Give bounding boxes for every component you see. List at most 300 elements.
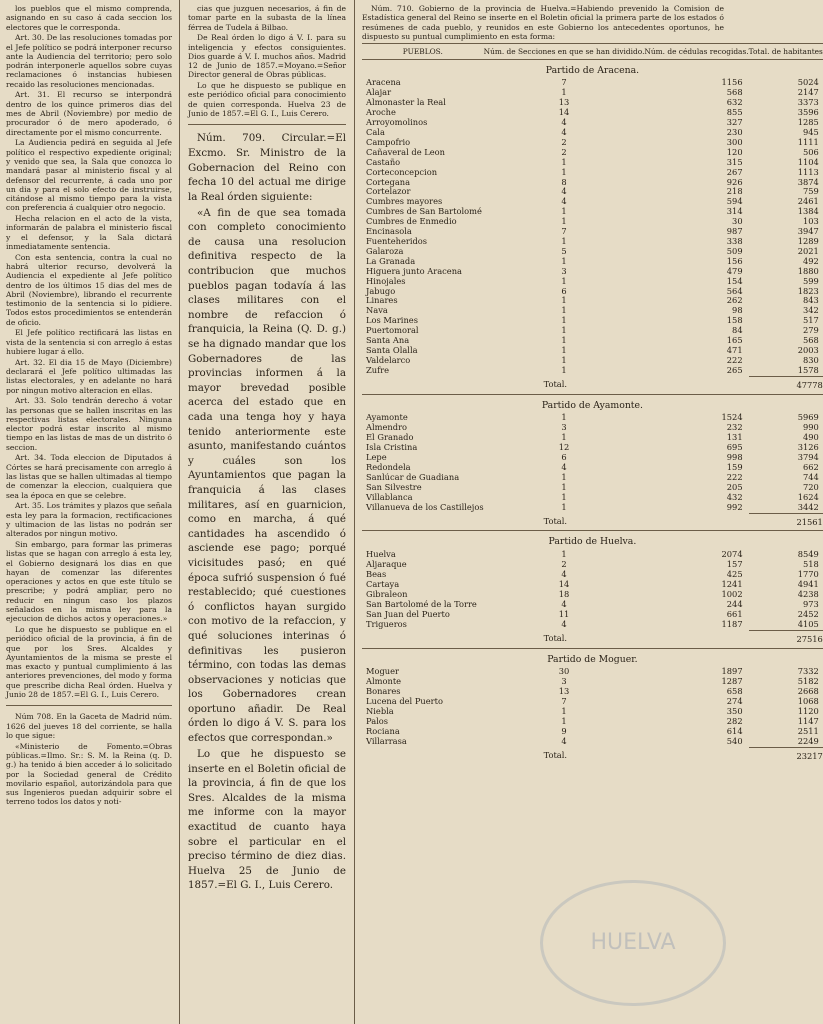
secciones-value: 1 xyxy=(561,305,567,316)
secciones-value: 3 xyxy=(561,422,567,433)
cedulas-value: 509 xyxy=(726,245,743,256)
table-row xyxy=(362,287,823,297)
cedulas-value: 131 xyxy=(726,432,743,443)
pueblo-name: Puertomoral xyxy=(366,325,419,336)
secciones-value: 1 xyxy=(561,87,567,98)
cedulas-value: 1002 xyxy=(721,588,743,599)
table-row xyxy=(362,168,823,178)
table-row xyxy=(362,727,823,737)
secciones-value: 4 xyxy=(561,117,567,128)
paragraph: Art. 30. De las resoluciones tomadas por el Jefe político se podrá interponer recurso ante la Audiencia del territorio; pero solo podrán interponerle aquellos sobre cuyas reclamaciones ó instancias hubiesen recaido las resoluciones mencionadas. xyxy=(6,33,172,89)
habitantes-value: 2249 xyxy=(797,735,819,746)
pueblo-name: Santa Ana xyxy=(366,335,410,346)
paragraph: Núm 708. En la Gaceta de Madrid núm. 1626 del jueves 18 del corriente, se halla lo que sigue: xyxy=(6,712,172,740)
habitantes-value: 990 xyxy=(803,422,819,433)
pueblo-name: Sanlúcar de Guadiana xyxy=(366,471,460,482)
secciones-value: 14 xyxy=(558,107,570,118)
pueblo-name: Encinasola xyxy=(366,226,412,237)
pueblo-name: Almonte xyxy=(366,676,402,687)
pueblo-name: Huelva xyxy=(366,549,396,560)
pueblo-name: Valdelarco xyxy=(366,354,411,365)
column-divider xyxy=(354,0,355,1024)
secciones-value: 1 xyxy=(561,706,567,717)
pueblo-name: San Bartolomé de la Torre xyxy=(366,598,477,609)
secciones-value: 1 xyxy=(561,365,567,376)
table-row xyxy=(362,677,823,687)
cedulas-value: 2074 xyxy=(721,549,743,560)
habitantes-value: 2511 xyxy=(797,725,819,736)
paragraph: Lo que he dispuesto se publique en este periódico oficial para conocimiento de quien corresponda. Huelva 23 de Junio de 1857.=El G. I., Luis Cerero. xyxy=(188,81,346,119)
cedulas-value: 614 xyxy=(726,725,743,736)
pueblo-name: Villarrasa xyxy=(366,736,407,747)
secciones-value: 1 xyxy=(561,235,567,246)
table-row xyxy=(362,610,823,620)
cedulas-value: 159 xyxy=(726,462,743,473)
cedulas-value: 222 xyxy=(726,354,743,365)
total-value: 21561 xyxy=(749,513,823,531)
secciones-value: 1 xyxy=(561,156,567,167)
pueblo-name: Linares xyxy=(366,295,398,306)
secciones-value: 3 xyxy=(561,265,567,276)
cedulas-value: 998 xyxy=(726,452,743,463)
table-row xyxy=(362,306,823,316)
habitantes-value: 5024 xyxy=(797,77,819,88)
pueblo-name: Gibraleon xyxy=(366,588,408,599)
habitantes-value: 1113 xyxy=(797,166,819,177)
pueblo-name: Cañaveral de Leon xyxy=(366,146,446,157)
total-label: Total. xyxy=(543,379,568,390)
table-row xyxy=(362,473,823,483)
cedulas-value: 1524 xyxy=(721,412,743,423)
pueblo-name: Almonaster la Real xyxy=(366,97,446,108)
paragraph: Lo que he dispuesto se inserte en el Boletin oficial de la provincia, á fin de que los Sres. Alcaldes de la misma me informe con la mayor exactitud de cuanto haya sobre el particular en el preciso término de diez dias. Huelva 25 de Junio de 1857.=El G. I., Luis Cerero. xyxy=(188,748,346,892)
secciones-value: 12 xyxy=(558,442,570,453)
pueblo-name: Palos xyxy=(366,715,389,726)
paragraph: La Audiencia pedirá en seguida al Jefe político el respectivo expediente original; y venido que sea, la Sala que conozca lo mandará pasar al ministerio fiscal y al defensor del recurrente, á cada uno por un dia y para el solo efecto de instruirse, citándose al mismo tiempo para la vista con preferencia á cualquier otro negocio. xyxy=(6,138,172,213)
pueblo-name: Ayamonte xyxy=(366,412,408,423)
table-row xyxy=(362,667,823,677)
secciones-value: 1 xyxy=(561,412,567,423)
pueblo-name: Fuenteheridos xyxy=(366,235,428,246)
partido-heading xyxy=(362,648,823,667)
population-table xyxy=(362,43,823,765)
cedulas-value: 262 xyxy=(726,295,743,306)
pueblo-name: Isla Cristina xyxy=(366,442,418,453)
pueblo-name: Cortegana xyxy=(366,176,411,187)
pueblo-name: Santa Olalla xyxy=(366,344,418,355)
habitantes-value: 568 xyxy=(803,335,819,346)
cedulas-value: 338 xyxy=(726,235,743,246)
pueblo-name: Hinojales xyxy=(366,275,406,286)
secciones-value: 11 xyxy=(558,608,570,619)
habitantes-value: 279 xyxy=(803,325,819,336)
paragraph: cias que juzguen necesarios, á fin de tomar parte en la subasta de la línea férrea de Tudela á Bilbao. xyxy=(188,4,346,32)
habitantes-value: 3874 xyxy=(797,176,819,187)
habitantes-value: 1770 xyxy=(797,569,819,580)
secciones-value: 1 xyxy=(561,549,567,560)
pueblo-name: Aracena xyxy=(366,77,401,88)
cedulas-value: 1156 xyxy=(721,77,743,88)
cedulas-value: 165 xyxy=(726,335,743,346)
pueblo-name: Galaroza xyxy=(366,245,404,256)
secciones-value: 1 xyxy=(561,432,567,443)
pueblo-name: Nava xyxy=(366,305,388,316)
secciones-value: 4 xyxy=(561,462,567,473)
table-row xyxy=(362,443,823,453)
partido-name: Partido de Aracena. xyxy=(362,59,823,78)
cedulas-value: 1287 xyxy=(721,676,743,687)
paragraph: Hecha relacion en el acto de la vista, informarán de palabra el ministerio fiscal y el defensor, y la Sala dictará inmediatamente sentencia. xyxy=(6,214,172,251)
habitantes-value: 662 xyxy=(803,462,819,473)
total-label: Total. xyxy=(543,750,568,761)
habitantes-value: 8549 xyxy=(797,549,819,560)
secciones-value: 4 xyxy=(561,127,567,138)
table-row xyxy=(362,326,823,336)
section-divider xyxy=(6,705,172,706)
table-row xyxy=(362,413,823,423)
header-pueblos: PUEBLOS. xyxy=(362,43,484,59)
cedulas-value: 540 xyxy=(726,736,743,747)
habitantes-value: 843 xyxy=(803,295,819,306)
cedulas-value: 658 xyxy=(726,686,743,697)
cedulas-value: 156 xyxy=(726,255,743,266)
pueblo-name: Villablanca xyxy=(366,491,413,502)
cedulas-value: 218 xyxy=(726,186,743,197)
secciones-value: 1 xyxy=(561,206,567,217)
table-row xyxy=(362,366,823,376)
secciones-value: 6 xyxy=(561,452,567,463)
secciones-value: 6 xyxy=(561,285,567,296)
habitantes-value: 1578 xyxy=(797,364,819,375)
table-row xyxy=(362,227,823,237)
partido-heading xyxy=(362,59,823,78)
right-column xyxy=(362,4,823,765)
cedulas-value: 244 xyxy=(726,598,743,609)
table-row xyxy=(362,550,823,560)
secciones-value: 7 xyxy=(561,696,567,707)
pueblo-name: Lepe xyxy=(366,452,387,463)
pueblo-name: Niebla xyxy=(366,706,394,717)
habitantes-value: 2668 xyxy=(797,686,819,697)
partido-heading xyxy=(362,531,823,550)
middle-column xyxy=(188,4,346,894)
pueblo-name: San Silvestre xyxy=(366,481,422,492)
cedulas-value: 1187 xyxy=(721,618,743,629)
total-label: Total. xyxy=(543,516,568,527)
paragraph: De Real órden lo digo á V. I. para su inteligencia y efectos consiguientes. Dios guarde á V. I. muchos años. Madrid 12 de Junio de 1857.=Moyano.=Señor Director general de Obras públicas. xyxy=(188,33,346,80)
cedulas-value: 594 xyxy=(726,196,743,207)
habitantes-value: 1104 xyxy=(797,156,819,167)
secciones-value: 18 xyxy=(558,588,570,599)
secciones-value: 4 xyxy=(561,598,567,609)
pueblo-name: Cortelazor xyxy=(366,186,411,197)
paragraph: El Jefe político rectificará las listas en vista de la sentencia si con arreglo á estas hubiere lugar á ello. xyxy=(6,328,172,357)
pueblo-name: Castaño xyxy=(366,156,401,167)
pueblo-name: Cartaya xyxy=(366,579,400,590)
cedulas-value: 222 xyxy=(726,471,743,482)
cedulas-value: 425 xyxy=(726,569,743,580)
table-row xyxy=(362,570,823,580)
pueblo-name: Cumbres de San Bartolomé xyxy=(366,206,482,217)
cedulas-value: 695 xyxy=(726,442,743,453)
habitantes-value: 518 xyxy=(803,559,819,570)
cedulas-value: 158 xyxy=(726,315,743,326)
cedulas-value: 282 xyxy=(726,715,743,726)
pueblo-name: Moguer xyxy=(366,666,400,677)
habitantes-value: 3794 xyxy=(797,452,819,463)
table-row xyxy=(362,356,823,366)
secciones-value: 4 xyxy=(561,736,567,747)
habitantes-value: 7332 xyxy=(797,666,819,677)
paragraph: Sin embargo, para formar las primeras listas que se hagan con arreglo á esta ley, el Gobierno designará los dias en que hayan de comenzar las diferentes operaciones y actos en que este título se prescribe; y podrá ampliar, pero no reducir en ningun caso los plazos señalados en la misma ley para la ejecucion de dichos actos y operaciones.» xyxy=(6,539,172,624)
table-row xyxy=(362,483,823,493)
cedulas-value: 926 xyxy=(726,176,743,187)
cedulas-value: 855 xyxy=(726,107,743,118)
cedulas-value: 230 xyxy=(726,127,743,138)
table-row xyxy=(362,277,823,287)
partido-name: Partido de Huelva. xyxy=(362,531,823,550)
pueblo-name: Aroche xyxy=(366,107,396,118)
table-row xyxy=(362,503,823,513)
habitantes-value: 3947 xyxy=(797,226,819,237)
pueblo-name: Zufre xyxy=(366,365,390,376)
total-value: 27516 xyxy=(749,630,823,648)
secciones-value: 2 xyxy=(561,136,567,147)
paragraph: Art. 33. Solo tendrán derecho á votar las personas que se hallen inscritas en las respectivas listas electorales. Ninguna elector podrá estar inscrito al mismo tiempo en las listas de mas de un distrito ó seccion. xyxy=(6,396,172,452)
secciones-value: 2 xyxy=(561,559,567,570)
table-row xyxy=(362,128,823,138)
habitantes-value: 492 xyxy=(803,255,819,266)
pueblo-name: Arroyomolinos xyxy=(366,117,428,128)
secciones-value: 3 xyxy=(561,676,567,687)
habitantes-value: 1624 xyxy=(797,491,819,502)
header-habitantes: Total. de habitantes xyxy=(749,43,823,59)
secciones-value: 1 xyxy=(561,255,567,266)
habitantes-value: 830 xyxy=(803,354,819,365)
table-row xyxy=(362,737,823,747)
habitantes-value: 1384 xyxy=(797,206,819,217)
cedulas-value: 432 xyxy=(726,491,743,502)
header-secciones: Núm. de Secciones en que se han dividido. xyxy=(484,43,645,59)
habitantes-value: 599 xyxy=(803,275,819,286)
total-value: 23217 xyxy=(749,747,823,764)
habitantes-value: 4941 xyxy=(797,579,819,590)
total-value: 47778 xyxy=(749,376,823,394)
secciones-value: 1 xyxy=(561,335,567,346)
habitantes-value: 3126 xyxy=(797,442,819,453)
table-row xyxy=(362,98,823,108)
cedulas-value: 314 xyxy=(726,206,743,217)
habitantes-value: 506 xyxy=(803,146,819,157)
table-row xyxy=(362,267,823,277)
total-row xyxy=(362,513,823,531)
cedulas-value: 1241 xyxy=(721,579,743,590)
habitantes-value: 1285 xyxy=(797,117,819,128)
secciones-value: 14 xyxy=(558,579,570,590)
habitantes-value: 3596 xyxy=(797,107,819,118)
secciones-value: 1 xyxy=(561,354,567,365)
habitantes-value: 4238 xyxy=(797,588,819,599)
column-divider xyxy=(179,0,180,1024)
paragraph: los pueblos que el mismo comprenda, asignando en su caso á cada seccion los electores que le corresponda. xyxy=(6,4,172,32)
secciones-value: 4 xyxy=(561,186,567,197)
secciones-value: 1 xyxy=(561,481,567,492)
habitantes-value: 2021 xyxy=(797,245,819,256)
table-row xyxy=(362,560,823,570)
partido-heading xyxy=(362,394,823,413)
pueblo-name: Cumbres mayores xyxy=(366,196,443,207)
pueblo-name: Bonares xyxy=(366,686,401,697)
table-row xyxy=(362,433,823,443)
cedulas-value: 632 xyxy=(726,97,743,108)
header-cedulas: Núm. de cédulas recogidas. xyxy=(644,43,748,59)
habitantes-value: 4105 xyxy=(797,618,819,629)
habitantes-value: 2147 xyxy=(797,87,819,98)
pueblo-name: Campofrio xyxy=(366,136,411,147)
table-row xyxy=(362,217,823,227)
total-row xyxy=(362,630,823,648)
cedulas-value: 157 xyxy=(726,559,743,570)
table-header xyxy=(362,43,823,59)
cedulas-value: 154 xyxy=(726,275,743,286)
pueblo-name: Jabugo xyxy=(366,285,396,296)
paragraph: Núm. 709. Circular.=El Excmo. Sr. Ministro de la Gobernacion del Reino con fecha 10 del actual me dirige la Real órden siguiente: xyxy=(188,132,346,203)
habitantes-value: 342 xyxy=(803,305,819,316)
secciones-value: 8 xyxy=(561,176,567,187)
habitantes-value: 945 xyxy=(803,127,819,138)
paragraph: Art. 31. El recurso se interpondrá dentro de los quince primeros dias del mes de Abril (Noviembre) por medio de procurador ó de mero apoderado, ó directamente por el mismo concurrente. xyxy=(6,90,172,137)
cedulas-value: 265 xyxy=(726,365,743,376)
total-row xyxy=(362,747,823,764)
cedulas-value: 267 xyxy=(726,166,743,177)
secciones-value: 4 xyxy=(561,618,567,629)
cedulas-value: 1897 xyxy=(721,666,743,677)
secciones-value: 1 xyxy=(561,216,567,227)
secciones-value: 9 xyxy=(561,725,567,736)
habitantes-value: 1111 xyxy=(797,136,819,147)
pueblo-name: Los Marines xyxy=(366,315,418,326)
secciones-value: 1 xyxy=(561,491,567,502)
pueblo-name: La Granada xyxy=(366,255,416,266)
table-row xyxy=(362,717,823,727)
cedulas-value: 274 xyxy=(726,696,743,707)
secciones-value: 13 xyxy=(558,686,570,697)
cedulas-value: 205 xyxy=(726,481,743,492)
total-label: Total. xyxy=(543,633,568,644)
table-row xyxy=(362,346,823,356)
paragraph: «A fin de que sea tomada con completo conocimiento de causa una resolucion definitiva respecto de la contribucion que muchos pueblos pagan todavía á las clases militares con el nombre de refaccion ó franquicia, la Reina (Q. D. g.) se ha dignado mandar que los Gobernadores de las provincias informen á la mayor brevedad posible acerca del estado que en cada una tenga hoy y haya tenido anteriormente este asunto, manifestando cuántos y cuáles son los Ayuntamientos que pagan la franquicia á las clases militares, así en guarnicion, como en marcha, á qué cantidades ha ascendido ó asciende ese pago; porqué vicisitudes pasó; en qué época sufrió suspension ó fué restablecido; qué cuestiones ó conflictos hayan surgido con motivo de la refaccion, y qué soluciones interinas ó definitivas les pusieron término, con todas las demas observaciones y noticias que los Gobernadores crean oportuno añadir. De Real órden lo digo á V. S. para los efectos que correspondan.» xyxy=(188,206,346,745)
habitantes-value: 1880 xyxy=(797,265,819,276)
decree-710-intro: Núm. 710. Gobierno de la provincia de Huelva.=Habiendo prevenido la Comision de Estadística general del Reino se inserte en el Boletin oficial la primera parte de los estados ó resúmenes de cada pueblo, y reunidos en este Gobierno los antecedentes oportunos, he dispuesto su puntual cumplimiento en esta forma: xyxy=(362,4,724,41)
habitantes-value: 3442 xyxy=(797,501,819,512)
paragraph: Lo que he dispuesto se publique en el periódico oficial de la provincia, á fin de que por los Sres. Alcaldes y Ayuntamientos de la misma se preste el mas exacto y puntual cumplimiento á las anteriores prevenciones, del modo y forma que prescribe dicha Real órden. Huelva y Junio 28 de 1857.=El G. I., Luis Cerero. xyxy=(6,624,172,700)
table-row xyxy=(362,697,823,707)
table-row xyxy=(362,316,823,326)
cedulas-value: 327 xyxy=(726,117,743,128)
cedulas-value: 30 xyxy=(732,216,743,227)
habitantes-value: 2461 xyxy=(797,196,819,207)
table-row xyxy=(362,237,823,247)
cedulas-value: 350 xyxy=(726,706,743,717)
secciones-value: 30 xyxy=(558,666,570,677)
habitantes-value: 1120 xyxy=(797,706,819,717)
habitantes-value: 1289 xyxy=(797,235,819,246)
secciones-value: 1 xyxy=(561,715,567,726)
habitantes-value: 2452 xyxy=(797,608,819,619)
habitantes-value: 1068 xyxy=(797,696,819,707)
pueblo-name: Trigueros xyxy=(366,618,407,629)
paragraph: Art. 35. Los trámites y plazos que señala esta ley para la formacion, rectificaciones y ultimacion de las listas no podrán ser alterados por ningun motivo. xyxy=(6,501,172,539)
cedulas-value: 568 xyxy=(726,87,743,98)
decree-708-continuation xyxy=(188,4,346,118)
secciones-value: 5 xyxy=(561,245,567,256)
library-watermark: HUELVA xyxy=(540,880,726,1006)
pueblo-name: Cumbres de Enmedio xyxy=(366,216,457,227)
secciones-value: 2 xyxy=(561,146,567,157)
pueblo-name: Rociana xyxy=(366,725,400,736)
table-row xyxy=(362,707,823,717)
habitantes-value: 490 xyxy=(803,432,819,443)
habitantes-value: 5969 xyxy=(797,412,819,423)
secciones-value: 1 xyxy=(561,295,567,306)
table-row xyxy=(362,118,823,128)
habitantes-value: 1823 xyxy=(797,285,819,296)
paragraph: «Ministerio de Fomento.=Obras públicas.=Ilmo. Sr.: S. M. la Reina (q. D. g.) ha tenido á bien acceder á lo solicitado por la Sociedad general de Crédito movilario español, autorizándola para que sus Ingenieros puedan adquirir sobre el terreno todos los datos y noti- xyxy=(6,741,172,807)
pueblo-name: Aljaraque xyxy=(366,559,407,570)
cedulas-value: 564 xyxy=(726,285,743,296)
habitantes-value: 759 xyxy=(803,186,819,197)
cedulas-value: 232 xyxy=(726,422,743,433)
secciones-value: 7 xyxy=(561,77,567,88)
secciones-value: 1 xyxy=(561,471,567,482)
habitantes-value: 744 xyxy=(803,471,819,482)
secciones-value: 1 xyxy=(561,344,567,355)
pueblo-name: Beas xyxy=(366,569,387,580)
circular-709 xyxy=(188,131,346,893)
habitantes-value: 1147 xyxy=(797,715,819,726)
habitantes-value: 720 xyxy=(803,481,819,492)
table-row xyxy=(362,336,823,346)
cedulas-value: 315 xyxy=(726,156,743,167)
habitantes-value: 3373 xyxy=(797,97,819,108)
section-divider xyxy=(188,124,346,125)
cedulas-value: 471 xyxy=(726,344,743,355)
partido-name: Partido de Moguer. xyxy=(362,648,823,667)
cedulas-value: 98 xyxy=(732,305,743,316)
cedulas-value: 84 xyxy=(732,325,743,336)
pueblo-name: Cala xyxy=(366,127,385,138)
pueblo-name: Lucena del Puerto xyxy=(366,696,443,707)
pueblo-name: Villanueva de los Castillejos xyxy=(366,501,484,512)
pueblo-name: Redondela xyxy=(366,462,411,473)
habitantes-value: 973 xyxy=(803,598,819,609)
pueblo-name: Corteconcepcion xyxy=(366,166,438,177)
partido-name: Partido de Ayamonte. xyxy=(362,394,823,413)
secciones-value: 13 xyxy=(558,97,570,108)
table-row xyxy=(362,178,823,188)
table-row xyxy=(362,78,823,88)
table-row xyxy=(362,247,823,257)
habitantes-value: 5182 xyxy=(797,676,819,687)
secciones-value: 4 xyxy=(561,196,567,207)
pueblo-name: Almendro xyxy=(366,422,408,433)
table-row xyxy=(362,620,823,630)
table-row xyxy=(362,108,823,118)
total-row xyxy=(362,376,823,394)
paragraph: Art. 34. Toda eleccion de Diputados á Córtes se hará precisamente con arreglo á las listas que se hallen ultimadas al tiempo de comenzar la eleccion, cualquiera que sea la época en que se celebre. xyxy=(6,453,172,500)
habitantes-value: 2003 xyxy=(797,344,819,355)
cedulas-value: 992 xyxy=(726,501,743,512)
